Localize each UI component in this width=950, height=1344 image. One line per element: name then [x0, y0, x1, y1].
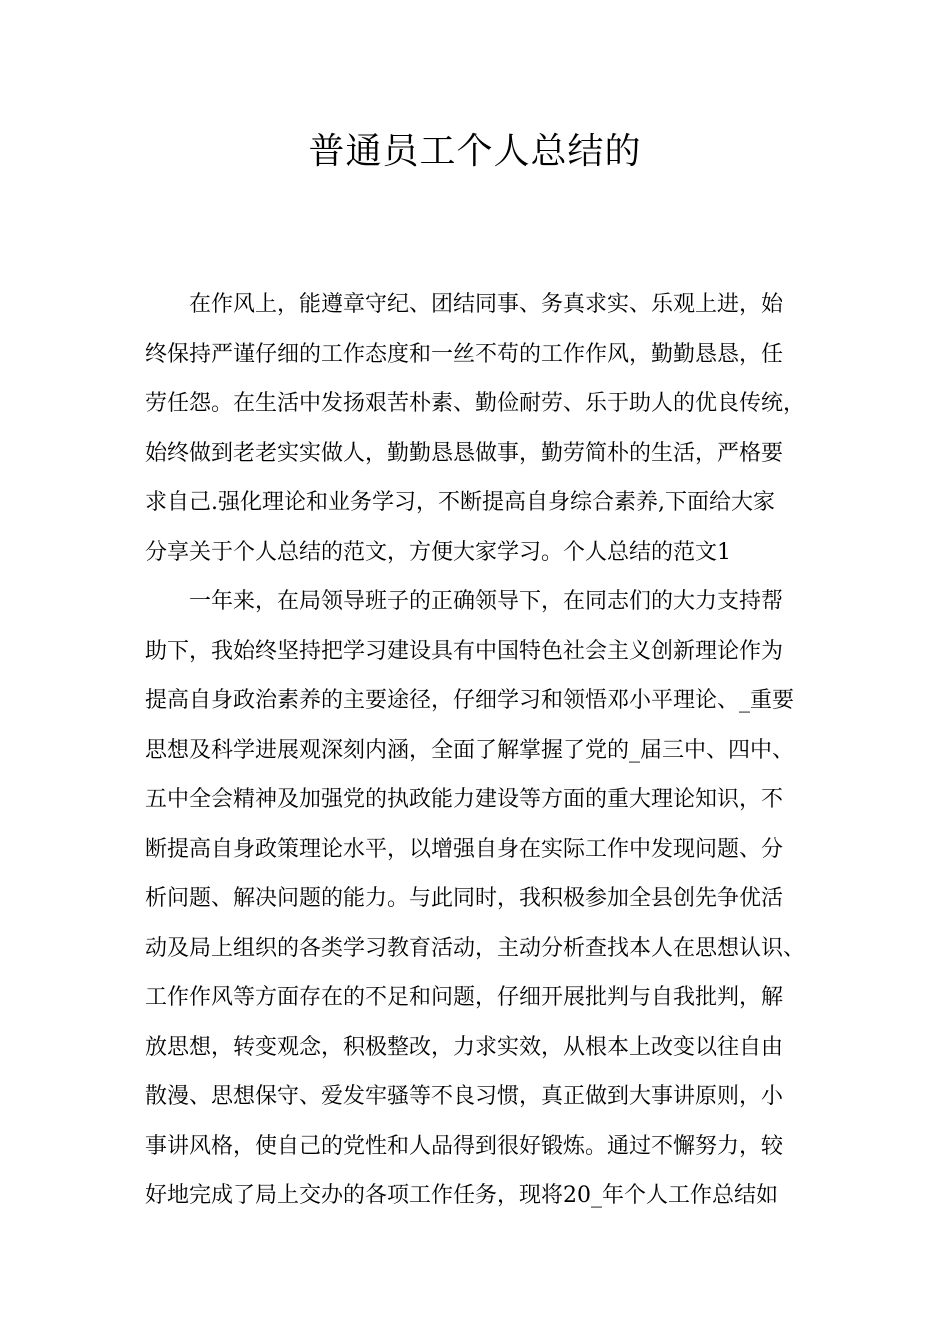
paragraph-line: 散漫、思想保守、爱发牢骚等不良习惯，真正做到大事讲原则，小	[145, 1084, 784, 1109]
paragraph-line: 求自己.强化理论和业务学习，不断提高自身综合素养,下面给大家	[145, 490, 775, 515]
paragraph-line: 思想及科学进展观深刻内涵，全面了解掌握了党的_届三中、四中、	[145, 737, 795, 763]
paragraph-line: 好地完成了局上交办的各项工作任务，现将20_年个人工作总结如	[145, 1183, 778, 1208]
paragraph-line: 一年来，在局领导班子的正确领导下，在同志们的大力支持帮	[189, 589, 784, 614]
paragraph-line: 提高自身政治素养的主要途径，仔细学习和领悟邓小平理论、_重要	[145, 688, 795, 713]
paragraph-line: 放思想，转变观念，积极整改，力求实效，从根本上改变以往自由	[145, 1034, 784, 1060]
paragraph-line: 助下，我始终坚持把学习建设具有中国特色社会主义创新理论作为	[145, 638, 784, 664]
paragraph-line: 动及局上组织的各类学习教育活动，主动分析查找本人在思想认识、	[145, 935, 806, 961]
paragraph-line: 终保持严谨仔细的工作态度和一丝不苟的工作作风，勤勤恳恳，任	[145, 341, 784, 367]
paragraph-line: 五中全会精神及加强党的执政能力建设等方面的重大理论知识，不	[145, 787, 784, 812]
paragraph-line: 析问题、解决问题的能力。与此同时，我积极参加全县创先争优活	[145, 886, 784, 911]
paragraph-line: 劳任怨。在生活中发扬艰苦朴素、勤俭耐劳、乐于助人的优良传统，	[145, 391, 806, 416]
document-title: 普通员工个人总结的	[308, 131, 642, 172]
document-body	[145, 280, 815, 1221]
paragraph-line: 始终做到老老实实做人，勤勤恳恳做事，勤劳简朴的生活，严格要	[145, 440, 784, 466]
paragraph-line: 工作作风等方面存在的不足和问题，仔细开展批判与自我批判，解	[145, 985, 784, 1010]
paragraph-line: 在作风上，能遵章守纪、团结同事、务真求实、乐观上进，始	[189, 292, 784, 317]
paragraph-line: 分享关于个人总结的范文，方便大家学习。个人总结的范文1	[145, 539, 731, 565]
paragraph-line: 事讲风格，使自己的党性和人品得到很好锻炼。通过不懈努力，较	[145, 1133, 784, 1159]
paragraph-line: 断提高自身政策理论水平，以增强自身在实际工作中发现问题、分	[145, 836, 784, 862]
